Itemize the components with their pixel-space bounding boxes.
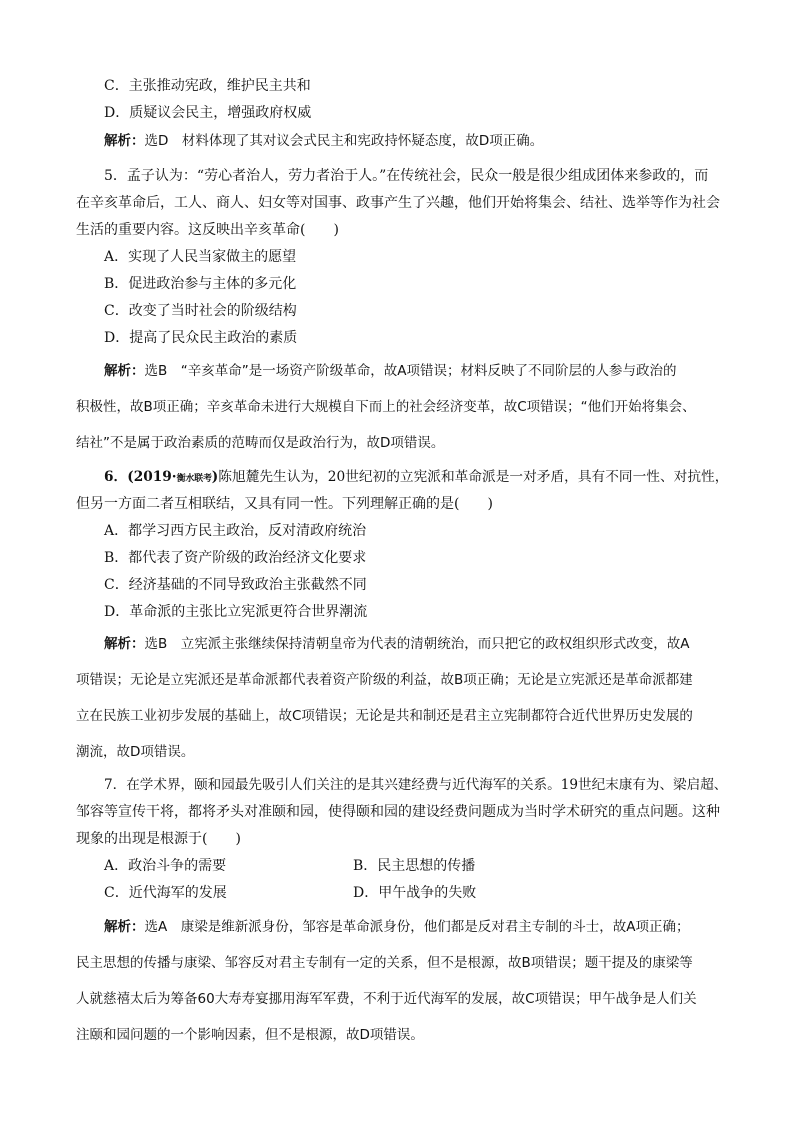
q6-source-tag: 衡水联考 xyxy=(176,474,212,484)
q6-stem-first-line xyxy=(104,468,728,488)
q5-stem-line: 在辛亥革命后，工人、商人、妇女等对国事、政事产生了兴趣，他们开始将集会、结社、选举等作为社会 xyxy=(76,195,720,211)
q7-option-b: B．民主思想的传播 xyxy=(353,858,476,874)
q7-option-d: D．甲午战争的失败 xyxy=(353,885,477,901)
q5-stem-line: 生活的重要内容。这反映出辛亥革命( ) xyxy=(76,222,339,238)
q7-option-c: C．近代海军的发展 xyxy=(104,885,227,901)
q6-option-a: A．都学习西方民主政治，反对清政府统治 xyxy=(104,523,367,539)
q6-analysis-line: 潮流，故D项错误。 xyxy=(76,744,195,760)
q6-analysis-line: 立在民族工业初步发展的基础上，故C项错误；无论是共和制还是君主立宪制都符合近代世界历史发展的 xyxy=(76,708,693,724)
analysis-label: 解析： xyxy=(104,919,145,935)
q6-source-close: ) xyxy=(211,469,219,485)
q7-analysis-line: 人就慈禧太后为筹备60大寿寿宴挪用海军军费，不利于近代海军的发展，故C项错误；甲午战争是人们关 xyxy=(76,991,697,1007)
q6-analysis-line xyxy=(104,635,690,653)
analysis-text: 选B 立宪派主张继续保持清朝皇帝为代表的清朝统治，而只把它的政权组织形式改变，故A xyxy=(144,636,690,652)
q7-stem-line: 邹容等宣传干将，都将矛头对准颐和园，使得颐和园的建设经费问题成为当时学术研究的重点问题。这种 xyxy=(76,804,720,820)
q7-option-a: A．政治斗争的需要 xyxy=(104,858,227,874)
q5-stem-line: 5．孟子认为：“劳心者治人，劳力者治于人。”在传统社会，民众一般是很少组成团体来参政的，而 xyxy=(104,168,709,184)
q6-option-c: C．经济基础的不同导致政治主张截然不同 xyxy=(104,577,367,593)
q7-analysis-line: 注颐和园问题的一个影响因素，但不是根源，故D项错误。 xyxy=(76,1027,424,1043)
q6-source-year: (2019· xyxy=(127,469,177,485)
q6-option-b: B．都代表了资产阶级的政治经济文化要求 xyxy=(104,550,367,566)
q5-option-d: D．提高了民众民主政治的素质 xyxy=(104,330,298,346)
q5-option-a: A．实现了人民当家做主的愿望 xyxy=(104,249,297,265)
q6-number: 6． xyxy=(104,469,128,485)
analysis-label: 解析： xyxy=(104,133,145,149)
q6-stem-line: 但另一方面二者互相联结，又具有同一性。下列理解正确的是( ) xyxy=(76,496,493,512)
q5-option-c: C．改变了当时社会的阶级结构 xyxy=(104,303,297,319)
q4-analysis xyxy=(104,132,543,150)
q7-stem-line: 现象的出现是根源于( ) xyxy=(76,831,241,847)
q7-analysis-line: 民主思想的传播与康梁、邹容反对君主专制有一定的关系，但不是根源，故B项错误；题干提及的康梁等 xyxy=(76,955,693,971)
q4-option-d: D．质疑议会民主，增强政府权威 xyxy=(104,105,312,121)
analysis-text: 选B “辛亥革命”是一场资产阶级革命，故A项错误；材料反映了不同阶层的人参与政治的 xyxy=(144,363,677,379)
analysis-label: 解析： xyxy=(104,636,145,652)
q7-analysis-line xyxy=(104,918,689,936)
q5-analysis-line: 积极性，故B项正确；辛亥革命未进行大规模自下而上的社会经济变革，故C项错误；“他们开始将集会、 xyxy=(76,399,696,415)
q5-analysis-line xyxy=(104,362,676,380)
q7-stem-line: 7．在学术界，颐和园最先吸引人们关注的是其兴建经费与近代海军的关系。19世纪末康有为、梁启超、 xyxy=(104,777,728,793)
q5-option-b: B．促进政治参与主体的多元化 xyxy=(104,276,297,292)
q6-option-d: D．革命派的主张比立宪派更符合世界潮流 xyxy=(104,604,368,620)
q6-analysis-line: 项错误；无论是立宪派还是革命派都代表着资产阶级的利益，故B项正确；无论是立宪派还是革命派都建 xyxy=(76,672,693,688)
analysis-text: 选D 材料体现了其对议会式民主和宪政持怀疑态度，故D项正确。 xyxy=(144,133,544,149)
analysis-text: 选A 康梁是维新派身份，邹容是革命派身份，他们都是反对君主专制的斗士，故A项正确； xyxy=(144,919,690,935)
q6-stem-text: 陈旭麓先生认为，20世纪初的立宪派和革命派是一对矛盾，具有不同一性、对抗性， xyxy=(218,469,729,485)
q5-analysis-line: 结社”不是属于政治素质的范畴而仅是政治行为，故D项错误。 xyxy=(76,435,445,451)
q4-option-c: C．主张推动宪政，维护民主共和 xyxy=(104,78,311,94)
analysis-label: 解析： xyxy=(104,363,145,379)
